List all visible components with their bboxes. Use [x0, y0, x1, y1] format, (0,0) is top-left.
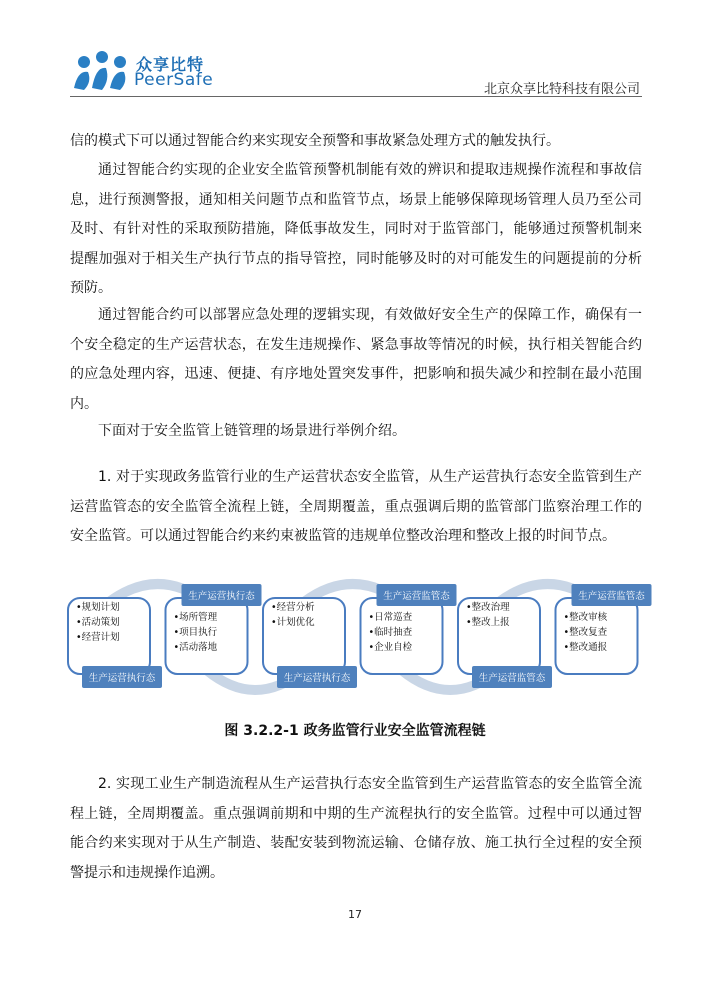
stage-5-item-2: •整改上报	[466, 617, 510, 628]
stage-1-item-2: •活动策划	[76, 617, 120, 628]
logo-english-text: PeerSafe	[134, 70, 214, 90]
paragraph-4	[70, 417, 642, 447]
logo-chinese-text: 众享比特	[136, 55, 205, 74]
paragraph-5-text: 1. 对于实现政务监管行业的生产运营状态安全监管，从生产运营执行态安全监管到生产运营监管态的安全监管全流程上链，全周期覆盖，重点强调后期的监管部门监察治理工作的安全监管。可以通过智能合约来约束被监管的违规单位整改治理和整改上报的时间节点。	[70, 469, 642, 544]
page-number: 17	[348, 908, 362, 921]
paragraph-1	[70, 127, 642, 157]
stage-label-4: 生产运营监管态	[383, 591, 450, 602]
page-header	[70, 48, 642, 96]
stage-3-item-2: •计划优化	[271, 617, 315, 628]
stage-2-item-2: •项目执行	[173, 627, 218, 638]
figure-caption: 图 3.2.2-1 政务监管行业安全监管流程链	[224, 723, 486, 739]
paragraph-2	[70, 156, 642, 304]
stage-5-item-1: •整改治理	[466, 602, 510, 613]
stage-label-3: 生产运营执行态	[283, 673, 351, 684]
stage-label-6: 生产运营监管态	[578, 591, 645, 602]
header-rule	[70, 96, 642, 97]
stage-2-item-3: •活动落地	[173, 642, 218, 653]
company-name: 北京众享比特科技有限公司	[483, 82, 640, 97]
people-logo-icon	[70, 48, 134, 92]
flow-chain-diagram	[62, 568, 652, 718]
stage-6-item-2: •整改复查	[563, 627, 608, 638]
paragraph-6	[70, 770, 642, 888]
stage-4-item-2: •临时抽查	[368, 627, 413, 638]
stage-6-item-1: •整改审核	[563, 612, 608, 623]
stage-label-5: 生产运营监管态	[478, 673, 546, 684]
stage-2-item-1: •场所管理	[173, 612, 218, 623]
paragraph-6-text: 2. 实现工业生产制造流程从生产运营执行态安全监管到生产运营监管态的安全监管全流程上链，全周期覆盖。重点强调前期和中期的生产流程执行的安全监管。过程中可以通过智能合约来实现对于从生产制造、装配安装到物流运输、仓储存放、施工执行全过程的安全预警提示和违规操作追溯。	[70, 776, 642, 881]
peersafe-logo	[70, 48, 270, 92]
paragraph-1-text: 信的模式下可以通过智能合约来实现安全预警和事故紧急处理方式的触发执行。	[70, 133, 560, 149]
stage-label-1: 生产运营执行态	[88, 673, 156, 684]
stage-3-item-1: •经营分析	[271, 602, 315, 613]
paragraph-2-text: 通过智能合约实现的企业安全监管预警机制能有效的辨识和提取违规操作流程和事故信息，进行预测警报，通知相关问题节点和监管节点，场景上能够保障现场管理人员乃至公司及时、有针对性的采取预防措施，降低事故发生，同时对于监管部门，能够通过预警机制来提醒加强对于相关生产执行节点的指导管控，同时能够及时的对可能发生的问题提前的分析预防。	[70, 162, 642, 296]
stage-4-item-1: •日常巡查	[368, 612, 413, 623]
paragraph-5	[70, 463, 642, 552]
flow-chain-figure	[62, 568, 652, 718]
stage-1-item-3: •经营计划	[76, 632, 120, 643]
stage-1-item-1: •规划计划	[76, 602, 120, 613]
stage-label-2: 生产运营执行态	[188, 591, 255, 602]
paragraph-4-text: 下面对于安全监管上链管理的场景进行举例介绍。	[98, 423, 406, 439]
stage-4-item-3: •企业自检	[368, 642, 413, 653]
paragraph-3-text: 通过智能合约可以部署应急处理的逻辑实现，有效做好安全生产的保障工作，确保有一个安全稳定的生产运营状态，在发生违规操作、紧急事故等情况的时候，执行相关智能合约的应急处理内容，迅速、便捷、有序地处置突发事件，把影响和损失减少和控制在最小范围内。	[70, 307, 642, 412]
stage-6-item-3: •整改通报	[563, 642, 608, 653]
paragraph-3	[70, 301, 642, 419]
